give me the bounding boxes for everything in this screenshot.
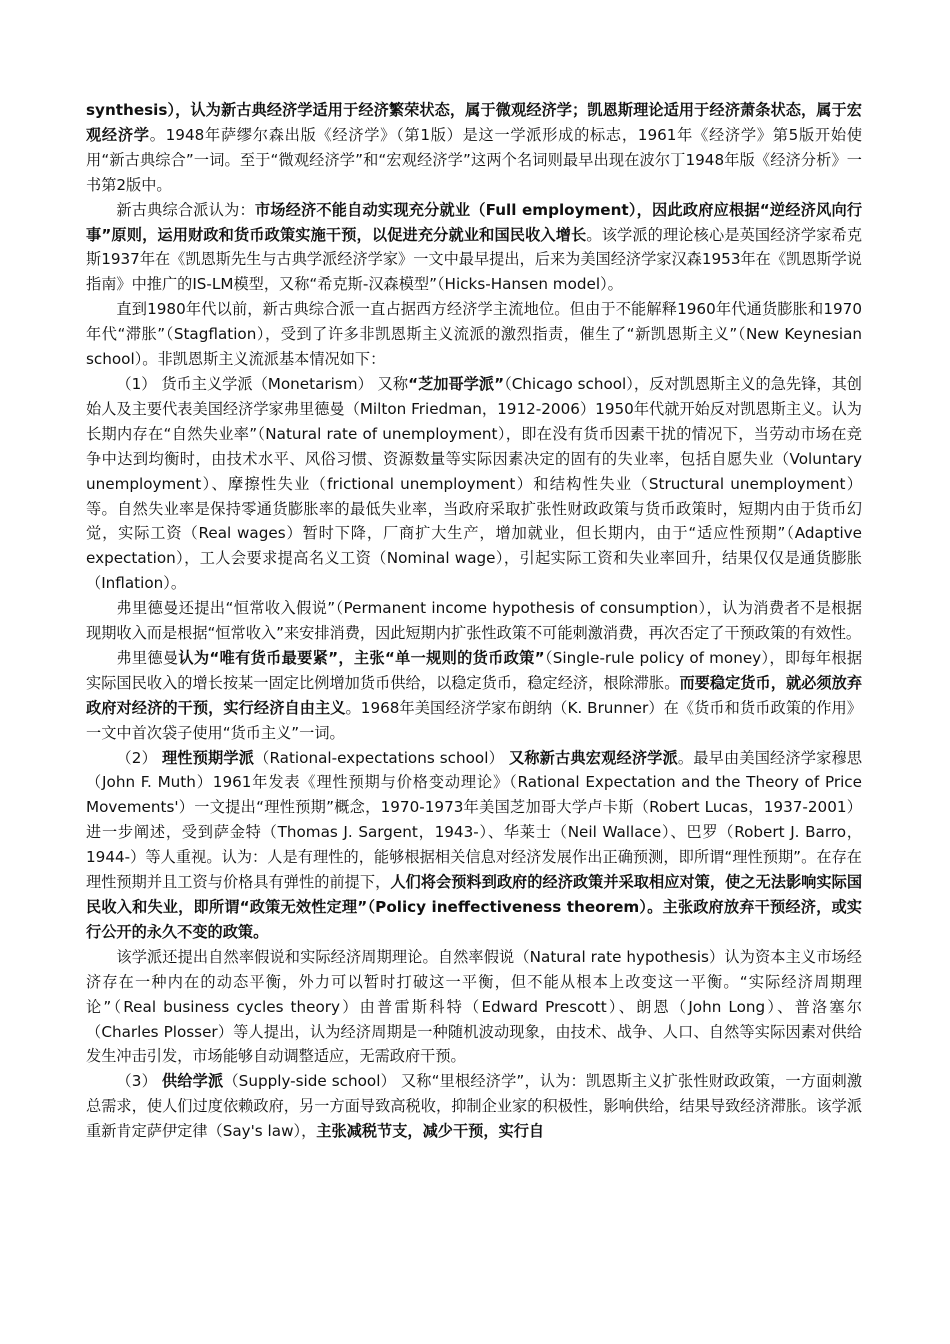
text-run: 理性预期学派 bbox=[161, 748, 255, 767]
text-run: 又称新古典宏观经济学派 bbox=[508, 748, 678, 767]
document-body bbox=[86, 98, 862, 1144]
text-run: 该学派还提出自然率假说和实际经济周期理论。自然率假说（Natural rate hypothesis）认为资本主义市场经济存在一种内在的动态平衡，外力可以暂时打破这一平衡，但不能从根本上改变这一平衡。“实际经济周期理论”（Real business cycles theory）由普雷斯科特（Edward Prescott）、朗恩（John Long）、普洛塞尔（Charles Plosser）等人提出，认为经济周期是一种随机波动现象，由技术、战争、人口、自然等实际因素对供给发生冲击引发，市场能够自动调整适应，无需政府干预。 bbox=[86, 947, 862, 1066]
text-run: 。1968年美国经济学家布朗纳（K. Brunner）在《货币和货币政策的作用》一文中首次袋子使用“货币主义”一词。 bbox=[86, 698, 862, 742]
paragraph-natural-rate bbox=[86, 945, 862, 1070]
text-run: 。该学派的理论核心是英国经济学家希克斯1937年在《凯恩斯先生与古典学派经济学家》一文中最早提出，后来为美国经济学家汉森1953年在《凯恩斯学说指南》中推广的IS-LM模型，又称“希克斯-汉森模型”（Hicks-Hansen model）。 bbox=[86, 225, 863, 294]
text-run: （Chicago school），反对凯恩斯主义的急先锋，其创始人及主要代表美国经济学家弗里德曼（Milton Friedman，1912-2006）1950年代就开始反对凯恩斯主义。认为长期内存在“自然失业率”（Natural rate of unemployment），即在没有货币因素干扰的情况下，当劳动市场在竞争中达到均衡时，由技术水平、风俗习惯、资源数量等实际因素决定的固有的失业率，包括自愿失业（Voluntary unemployment）、摩擦性失业（frictional unemployment）和结构性失业（Structural unemployment）等。自然失业率是保持零通货膨胀率的最低失业率，当政府采取扩张性财政政策与货币政策时，短期内由于货币幻觉，实际工资（Real wages）暂时下降，厂商扩大生产，增加就业，但长期内，由于“适应性预期”（Adaptive expectation），工人会要求提高名义工资（Nominal wage），引起实际工资和失业率回升，结果仅仅是通货膨胀（Inflation）。 bbox=[86, 374, 862, 593]
text-run: 直到1980年代以前，新古典综合派一直占据西方经济学主流地位。但由于不能解释1960年代通货膨胀和1970年代“滞胀”（Stagflation），受到了许多非凯恩斯主义流派的激烈指责，催生了“新凯恩斯主义”（New Keynesian school）。非凯恩斯主义流派基本情况如下： bbox=[86, 300, 862, 369]
text-run: 供给学派 bbox=[161, 1072, 224, 1091]
text-run: 而要稳定货币，就必须放弃政府对经济的干预，实行经济自由主义 bbox=[86, 673, 863, 717]
text-run: 市场经济不能自动实现充分就业（Full employment），因此政府应根据“逆经济风向行事”原则，运用财政和货币政策实施干预，以促进充分就业和国民收入增长 bbox=[86, 200, 863, 244]
text-run: （3） bbox=[116, 1072, 162, 1091]
text-run: “芝加哥学派” bbox=[408, 374, 505, 393]
paragraph-permanent-income bbox=[86, 596, 862, 646]
text-run: （Rational-expectations school） bbox=[254, 748, 509, 767]
text-run: 主张减税节支，减少干预，实行自 bbox=[316, 1122, 545, 1141]
text-run: 新古典综合派认为： bbox=[116, 200, 255, 219]
text-run: （2） bbox=[116, 748, 162, 767]
paragraph-2 bbox=[86, 198, 862, 298]
text-run: 人们将会预料到政府的经济政策并采取相应对策，使之无法影响实际国民收入和失业，即所谓“政策无效性定理”（Policy ineffectiveness theorem）。主张政府放弃干预经济，或实行公开的永久不变的政策。 bbox=[86, 873, 863, 941]
text-run: 弗里德曼还提出“恒常收入假说”（Permanent income hypothesis of consumption），认为消费者不是根据现期收入而是根据“恒常收入”来安排消费，因此短期内扩张性政策不可能刺激消费，再次否定了干预政策的有效性。 bbox=[86, 599, 862, 643]
text-run: （Single-rule policy of money），即每年根据实际国民收入的增长按某一固定比例增加货币供给，以稳定货币，稳定经济，根除滞胀。 bbox=[86, 648, 863, 692]
text-run: 认为“唯有货币最要紧”，主张“单一规则的货币政策” bbox=[178, 648, 545, 667]
text-run: （1） 货币主义学派（Monetarism） 又称 bbox=[116, 374, 409, 393]
text-run: synthesis），认为新古典经济学适用于经济繁荣状态，属于微观经济学；凯恩斯理论适用于经济萧条状态，属于宏观经济学 bbox=[86, 101, 862, 144]
paragraph-supply-side bbox=[86, 1069, 862, 1144]
text-run: （Supply-side school） 又称“里根经济学”，认为：凯恩斯主义扩张性财政政策，一方面刺激总需求，使人们过度依赖政府，另一方面导致高税收，抑制企业家的积极性，影响供给，结果导致经济滞胀。该学派重新肯定萨伊定律（Say's law）， bbox=[86, 1072, 863, 1141]
text-run: 弗里德曼 bbox=[116, 648, 179, 667]
paragraph-monetarism bbox=[86, 372, 862, 596]
paragraph-3 bbox=[86, 297, 862, 372]
text-run: 。最早由美国经济学家穆思（John F. Muth）1961年发表《理性预期与价格变动理论》（Rational Expectation and the Theory of Price Movements'）一文提出“理性预期”概念，1970-1973年美国芝加哥大学卢卡斯（Robert Lucas，1937-2001）进一步阐述，受到萨金特（Thomas J. Sargent，1943-）、华莱士（Neil Wallace）、巴罗（Robert J. Barro，1944-）等人重视。认为：人是有理性的，能够根据相关信息对经济发展作出正确预测，即所谓“理性预期”。在存在理性预期并且工资与价格具有弹性的前提下， bbox=[86, 748, 863, 892]
paragraph-rational-expectations bbox=[86, 746, 862, 945]
paragraph-1 bbox=[86, 98, 862, 198]
paragraph-single-rule bbox=[86, 646, 862, 746]
text-run: 。1948年萨缪尔森出版《经济学》（第1版）是这一学派形成的标志，1961年《经济学》第5版开始使用“新古典综合”一词。至于“微观经济学”和“宏观经济学”这两个名词则最早出现在波尔丁1948年版《经济分析》一书第2版中。 bbox=[86, 125, 863, 194]
